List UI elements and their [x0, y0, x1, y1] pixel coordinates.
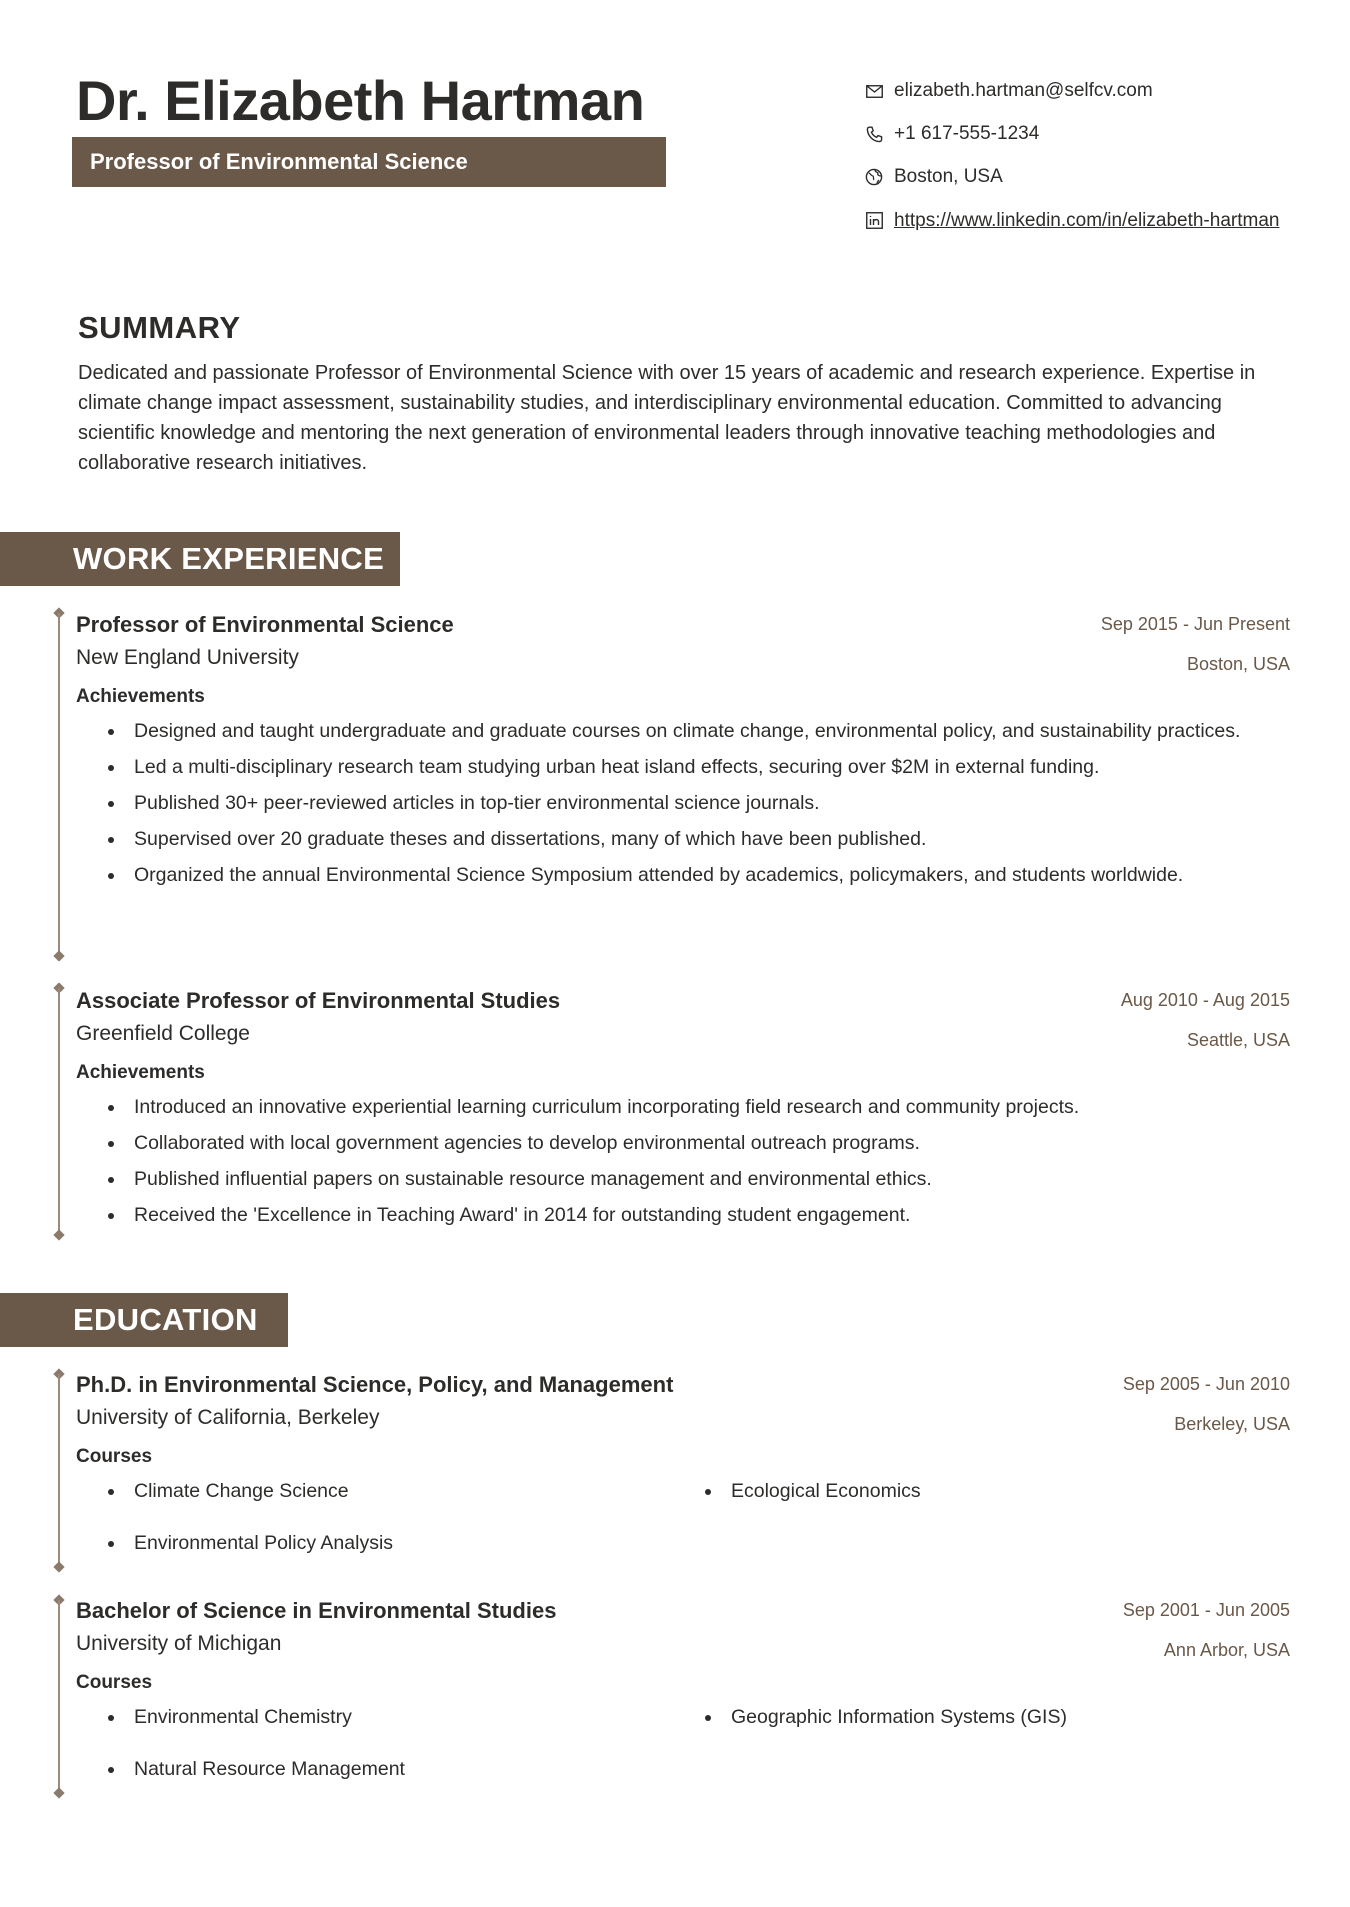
work-entry: [76, 612, 1290, 896]
globe-icon: [864, 165, 884, 189]
timeline-line: [58, 988, 60, 1232]
location-text: Boston, USA: [894, 166, 1003, 187]
mail-icon: [864, 79, 884, 103]
entry-subheading: Achievements: [76, 686, 205, 707]
linkedin-link[interactable]: https://www.linkedin.com/in/elizabeth-hartman: [894, 210, 1280, 231]
entry-title: Ph.D. in Environmental Science, Policy, and Management: [76, 1372, 674, 1397]
achievement-list: [108, 716, 1290, 890]
entry-subheading: Courses: [76, 1446, 153, 1467]
entry-location: Ann Arbor, USA: [1163, 1640, 1290, 1660]
course-list: [108, 1702, 1290, 1784]
list-item: Climate Change Science: [108, 1476, 705, 1506]
contact-block: [864, 79, 1294, 255]
contact-email[interactable]: [864, 79, 1294, 103]
entry-title: Professor of Environmental Science: [76, 612, 454, 637]
entry-date: Sep 2001 - Jun 2005: [1122, 1600, 1290, 1620]
education-banner: EDUCATION: [0, 1293, 288, 1347]
phone-icon: [864, 122, 884, 146]
timeline-dot: [53, 950, 64, 961]
list-item: Natural Resource Management: [108, 1754, 705, 1784]
entry-location: Seattle, USA: [1186, 1030, 1290, 1050]
work-entry: [76, 988, 1290, 1236]
entry-organization: Greenfield College: [76, 1022, 250, 1045]
entry-organization: New England University: [76, 646, 299, 669]
timeline-line: [58, 613, 60, 953]
entry-organization: University of California, Berkeley: [76, 1406, 380, 1429]
phone-text: +1 617-555-1234: [894, 123, 1040, 144]
entry-subheading: Achievements: [76, 1062, 205, 1083]
course-list: [108, 1476, 1290, 1558]
list-item: Introduced an innovative experiential learning curriculum incorporating field research and community projects.: [108, 1092, 1290, 1122]
entry-location: Berkeley, USA: [1174, 1414, 1290, 1434]
summary-heading: SUMMARY: [78, 310, 241, 345]
entry-date: Sep 2015 - Jun Present: [1100, 614, 1290, 634]
contact-location: [864, 165, 1294, 189]
work-experience-banner: WORK EXPERIENCE: [0, 532, 400, 586]
education-entry: [76, 1372, 1290, 1558]
list-item: Environmental Chemistry: [108, 1702, 705, 1732]
entry-date: Aug 2010 - Aug 2015: [1120, 990, 1290, 1010]
list-item: Ecological Economics: [705, 1476, 1302, 1506]
list-item: Designed and taught undergraduate and graduate courses on climate change, environmental policy, and sustainability practices.: [108, 716, 1290, 746]
list-item: Environmental Policy Analysis: [108, 1528, 705, 1558]
contact-linkedin[interactable]: [864, 208, 1294, 236]
entry-location: Boston, USA: [1186, 654, 1290, 674]
list-item: Collaborated with local government agencies to develop environmental outreach programs.: [108, 1128, 1290, 1158]
list-item: Supervised over 20 graduate theses and dissertations, many of which have been published.: [108, 824, 1290, 854]
timeline-dot: [53, 1561, 64, 1572]
entry-date: Sep 2005 - Jun 2010: [1122, 1374, 1290, 1394]
summary-text: Dedicated and passionate Professor of Environmental Science with over 15 years of academic and research experience. Expertise in climate change impact assessment, sustainability studies, and interdisciplinary environmental education. Committed to advancing scientific knowledge and mentoring the next generation of environmental leaders through innovative teaching methodologies and collaborative research initiatives.: [78, 362, 1256, 474]
list-item: Geographic Information Systems (GIS): [705, 1702, 1302, 1732]
entry-title: Associate Professor of Environmental Studies: [76, 988, 561, 1013]
timeline-dot: [53, 1229, 64, 1240]
candidate-name: Dr. Elizabeth Hartman: [76, 69, 645, 132]
list-item: Organized the annual Environmental Science Symposium attended by academics, policymakers, and students worldwide.: [108, 860, 1290, 890]
timeline-line: [58, 1600, 60, 1790]
email-text: elizabeth.hartman@selfcv.com: [894, 80, 1153, 101]
list-item: Led a multi-disciplinary research team studying urban heat island effects, securing over $2M in external funding.: [108, 752, 1290, 782]
achievement-list: [108, 1092, 1290, 1230]
list-item: Received the 'Excellence in Teaching Award' in 2014 for outstanding student engagement.: [108, 1200, 1290, 1230]
linkedin-icon: [864, 208, 884, 232]
education-entry: [76, 1598, 1290, 1784]
job-title-banner: Professor of Environmental Science: [72, 137, 666, 187]
list-item: Published 30+ peer-reviewed articles in top-tier environmental science journals.: [108, 788, 1290, 818]
timeline-line: [58, 1374, 60, 1564]
timeline-dot: [53, 1787, 64, 1798]
entry-subheading: Courses: [76, 1672, 153, 1693]
list-item: Published influential papers on sustainable resource management and environmental ethics.: [108, 1164, 1290, 1194]
contact-phone[interactable]: [864, 122, 1294, 146]
entry-title: Bachelor of Science in Environmental Studies: [76, 1598, 557, 1623]
entry-organization: University of Michigan: [76, 1632, 282, 1655]
